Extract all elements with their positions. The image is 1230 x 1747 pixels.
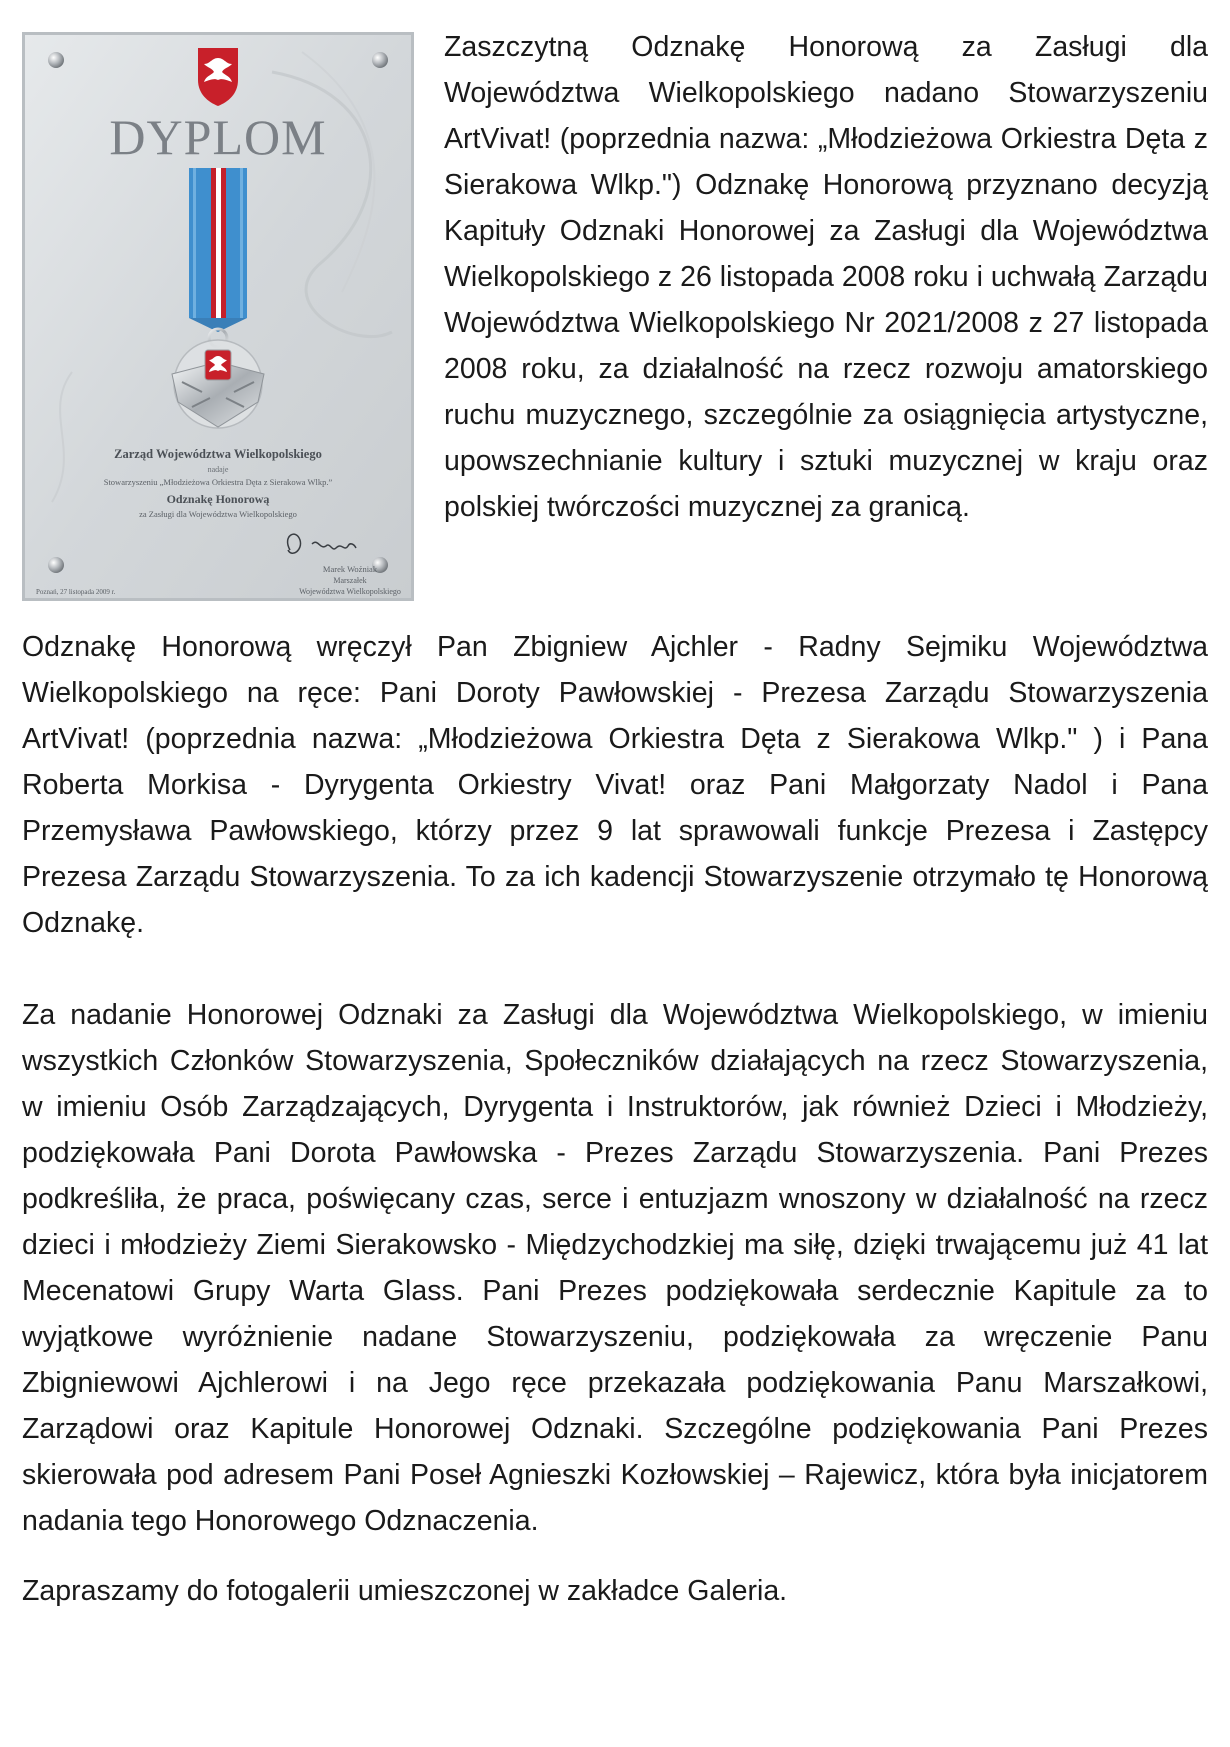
- diploma-recipient: Stowarzyszeniu „Młodzieżowa Orkiestra Dęta z Sierakowa Wlkp.”: [103, 477, 333, 487]
- diploma-signer-name: Marek Woźniak: [322, 564, 378, 574]
- screw-icon: [372, 52, 388, 68]
- screw-icon: [48, 52, 64, 68]
- intro-paragraph: Zaszczytną Odznakę Honorową za Zasługi dla Województwa Wielkopolskiego nadano Stowarzyszeniu ArtVivat! (poprzednia nazwa: „Młodzieżowa Orkiestra Dęta z Sierakowa Wlkp.") Odznakę Honorową przyznano decyzją Kapituły Odznaki Honorowej za Zasługi dla Województwa Wielkopolskiego z 26 listopada 2008 roku i uchwałą Zarządu Województwa Wielkopolskiego Nr 2021/2008 z 27 listopada 2008 roku, za działalność na rzecz rozwoju amatorskiego ruchu muzycznego, szczególnie za osiągnięcia artystyczne, upowszechnianie kultury i sztuki muzycznej w kraju oraz polskiej twórczości muzycznej za granicą.: [444, 31, 1208, 523]
- paragraph-thanks: Za nadanie Honorowej Odznaki za Zasługi dla Województwa Wielkopolskiego, w imieniu wszystkich Członków Stowarzyszenia, Społeczników działających na rzecz Stowarzyszenia, w imieniu Osób Zarządzających, Dyrygenta i Instruktorów, jak również Dzieci i Młodzieży, podziękowała Pani Dorota Pawłowska - Prezes Zarządu Stowarzyszenia. Pani Prezes podkreśliła, że praca, poświęcany czas, serce i entuzjazm wnoszony w działalność na rzecz dzieci i młodzieży Ziemi Sierakowsko - Międzychodzkiej ma siłę, dzięki trwającemu już 41 lat Mecenatowi Grupy Warta Glass. Pani Prezes podziękowała serdecznie Kapitule za to wyjątkowe wyróżnienie nadane Stowarzyszeniu, podziękowała za wręczenie Panu Zbigniewowi Ajchlerowi i na Jego ręce przekazała podziękowania Panu Marszałkowi, Zarządowi oraz Kapitule Honorowej Odznaki. Szczególne podziękowania Pani Prezes skierowała pod adresem Pani Poseł Agnieszki Kozłowskiej – Rajewicz, która była inicjatorem nadania tego Honorowego Odznaczenia.: [22, 999, 1208, 1537]
- closing-line: Zapraszamy do fotogalerii umieszczonej w zakładce Galeria.: [22, 1575, 788, 1607]
- diploma-photo: [22, 32, 414, 601]
- diploma-title: DYPLOM: [109, 109, 327, 165]
- screw-icon: [48, 557, 64, 573]
- paragraph-award-presentation: Odznakę Honorową wręczył Pan Zbigniew Ajchler - Radny Sejmiku Województwa Wielkopolskiego na ręce: Pani Doroty Pawłowskiej - Prezesa Zarządu Stowarzyszenia ArtVivat! (poprzednia nazwa: „Młodzieżowa Orkiestra Dęta z Sierakowa Wlkp." ) i Pana Roberta Morkisa - Dyrygenta Orkiestry Vivat! oraz Pani Małgorzaty Nadol i Pana Przemysława Pawłowskiego, którzy przez 9 lat sprawowali funkcje Prezesa i Zastępcy Prezesa Zarządu Stowarzyszenia. To za ich kadencji Stowarzyszenie otrzymało tę Honorową Odznakę.: [22, 631, 1208, 939]
- diploma-award-sub: za Zasługi dla Województwa Wielkopolskiego: [139, 509, 297, 519]
- diploma-signer-role: Marszałek: [333, 576, 367, 585]
- diploma-grants: nadaje: [207, 465, 229, 474]
- medal-icon: [172, 340, 264, 428]
- diploma-image: [22, 32, 414, 601]
- diploma-award: Odznakę Honorową: [166, 492, 270, 506]
- document-page: [22, 24, 1208, 1614]
- diploma-board: Zarząd Województwa Wielkopolskiego: [114, 447, 322, 461]
- medal-ribbon: [189, 168, 247, 332]
- diploma-signer-office: Województwa Wielkopolskiego: [299, 587, 401, 596]
- top-section: [22, 24, 1208, 624]
- diploma-place-date: Poznań, 27 listopada 2009 r.: [36, 588, 116, 596]
